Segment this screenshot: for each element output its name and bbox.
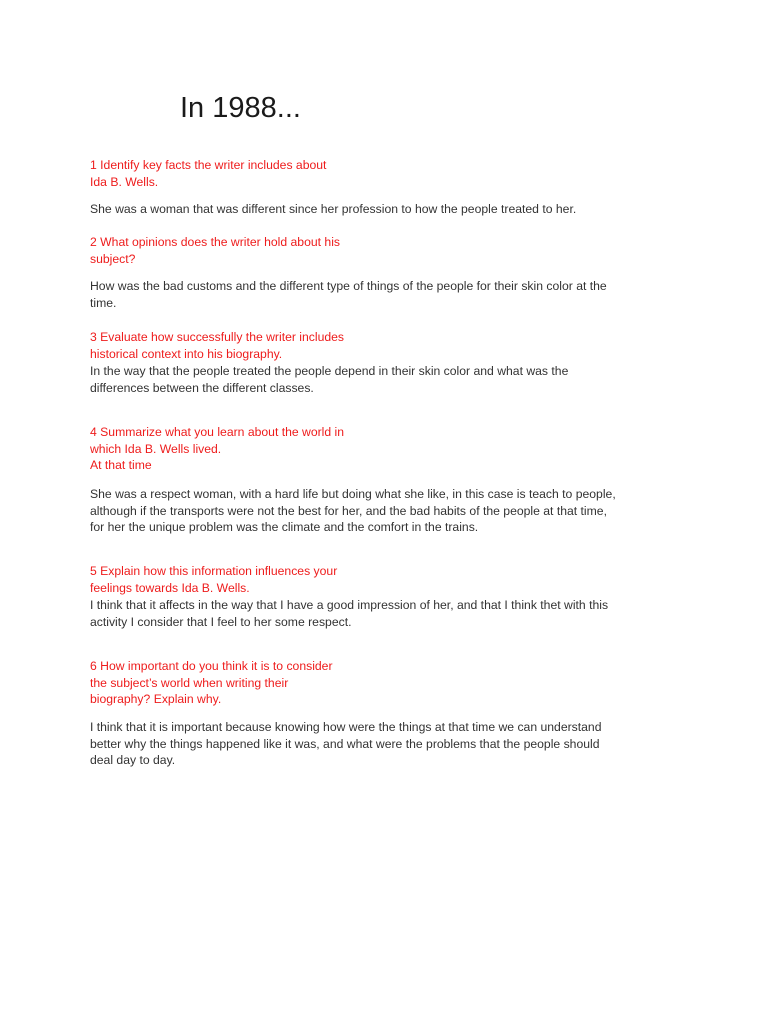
question-1: 1 Identify key facts the writer includes about Ida B. Wells. — [90, 158, 327, 189]
answer-1: She was a woman that was different since her profession to how the people treated to her. — [90, 202, 577, 216]
answer-4: She was a respect woman, with a hard life but doing what she like, in this case is teach to people, although if the transports were not the best for her, and the bad habits of the people at that time, for her the unique problem was the climate and the comfort in the trains. — [90, 487, 616, 535]
question-2: 2 What opinions does the writer hold about his subject? — [90, 235, 340, 266]
answer-3: In the way that the people treated the people depend in their skin color and what was the differences between the different classes. — [90, 364, 569, 395]
question-6: 6 How important do you think it is to consider the subject’s world when writing their biography? Explain why. — [90, 659, 333, 707]
answer-5: I think that it affects in the way that I have a good impression of her, and that I think thet with this activity I consider that I feel to her some respect. — [90, 598, 609, 629]
question-4: 4 Summarize what you learn about the world in which Ida B. Wells lived. At that time — [90, 425, 345, 473]
answer-2: How was the bad customs and the different type of things of the people for their skin color at the time. — [90, 279, 607, 310]
question-3: 3 Evaluate how successfully the writer includes historical context into his biography. — [90, 330, 345, 361]
question-5: 5 Explain how this information influences your feelings towards Ida B. Wells. — [90, 564, 338, 595]
page-title: In 1988... — [180, 92, 301, 124]
answer-6: I think that it is important because knowing how were the things at that time we can understand better why the things happened like it was, and what were the problems that the people should deal day to day. — [90, 720, 602, 768]
